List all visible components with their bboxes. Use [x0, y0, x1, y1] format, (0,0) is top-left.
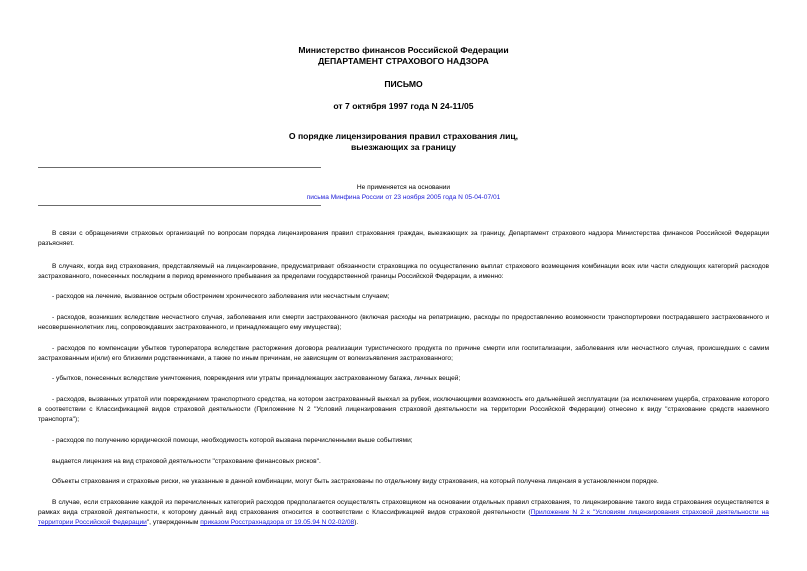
note-bottom-rule: [38, 205, 321, 206]
list-item-legal: - расходов по получению юридической помощи, необходимость которой вызвана перечисленными выше событиями;: [52, 437, 413, 444]
document-type: [0, 79, 807, 90]
date-number-label: от 7 октября 1997 года N 24-11/05: [333, 101, 474, 111]
list-item-vehicle: - расходов, вызванных утратой или повреждением транспортного средства, на котором застрахованный выехал за рубеж, исключающими возможность его дальнейшей эксплуатации (за исключением ущерба, страхование которого в соответствии с Классификацией видов страховой деятельности (Приложение N 2 "Условий лицензирования страховой деятельности на территории Российской Федерации) отнесено к виду "страхование средств наземного транспорта");: [38, 396, 769, 423]
status-note-line: Не применяется на основании: [356, 184, 451, 191]
note-top-rule: [38, 167, 321, 168]
document-date: [0, 101, 807, 112]
paragraph-license: выдается лицензия на вид страховой деятельности "страхование финансовых рисков".: [52, 458, 321, 465]
paragraph-cases: В случаях, когда вид страхования, представляемый на лицензирование, предусматривает обязанности страховщика по осуществлению выплат страхового возмещения комбинации всех или части следующих категорий расходов застрахованного, понесенных последним в период временного пребывания за пределами государственной границы Российской Федерации, а именно:: [38, 263, 769, 280]
ministry-name: Министерство финансов Российской Федерации: [298, 45, 509, 55]
list-item-treatment: - расходов на лечение, вызванное острым обострением хронического заболевания или несчастным случаем;: [52, 293, 390, 300]
list-item-accident: - расходов, возникших вследствие несчастного случая, заболевания или смерти застрахованного (включая расходы на репатриацию, расходы по предоставлению возможности транспортировки пострадавшего застрахованного и несовершеннолетних лиц, сопровождавших застрахованного, и принадлежащего ему имущества);: [38, 314, 769, 331]
status-note: [0, 183, 807, 203]
doc-type-label: ПИСЬМО: [384, 79, 423, 89]
appendix-link[interactable]: Приложение N 2 к "Условиям лицензирования страховой деятельности на территории Российской Федерации: [38, 509, 769, 526]
status-note-link[interactable]: письма Минфина России от 23 ноября 2005 года N 05-04-07/01: [306, 194, 501, 201]
separate-rules-text-2: ", утвержденным: [146, 519, 201, 526]
list-item-baggage: - убытков, понесенных вследствие уничтожения, повреждения или утраты принадлежащих застрахованному багажа, личных вещей;: [52, 375, 461, 382]
title-line-2: выезжающих за границу: [350, 142, 457, 152]
document-header: [0, 45, 807, 67]
title-line-1: О порядке лицензирования правил страхования лиц,: [288, 131, 519, 141]
paragraph-objects: Объекты страхования и страховые риски, не указанные в данной комбинации, могут быть застрахованы по отдельному виду страхования, на который получена лицензия в установленном порядке.: [52, 478, 659, 485]
department-name: ДЕПАРТАМЕНТ СТРАХОВОГО НАДЗОРА: [318, 56, 489, 66]
separate-rules-text-1: В случае, если страхование каждой из перечисленных категорий расходов предполагается осуществлять страховщиком на основании отдельных правил страхования, то лицензирование такого вида страхования осуществляется в рамках вида страховой деятельности, к которому данный вид страхования относится в соответствии с Классификацией видов страховой деятельности (: [38, 499, 769, 516]
separate-rules-text-3: ).: [354, 519, 359, 526]
paragraph-intro: В связи с обращениями страховых организаций по вопросам порядка лицензирования правил страхования граждан, выезжающих за границу, Департамент страхового надзора Министерства финансов Российской Федерации разъясняет.: [38, 230, 769, 247]
document-title: [0, 131, 807, 153]
order-link[interactable]: приказом Росстрахнадзора от 19.05.94 N 02-02/08: [200, 519, 355, 526]
list-item-touroperator: - расходов по компенсации убытков туроператора вследствие расторжения договора реализации туристического продукта по причине смерти или госпитализации, заболевания или несчастного случая, происшедших с самим застрахованным и(или) его близкими родственниками, а также по иным причинам, не зависящим от волеизъявления застрахованного;: [38, 345, 769, 362]
paragraph-separate-rules: [38, 498, 769, 528]
